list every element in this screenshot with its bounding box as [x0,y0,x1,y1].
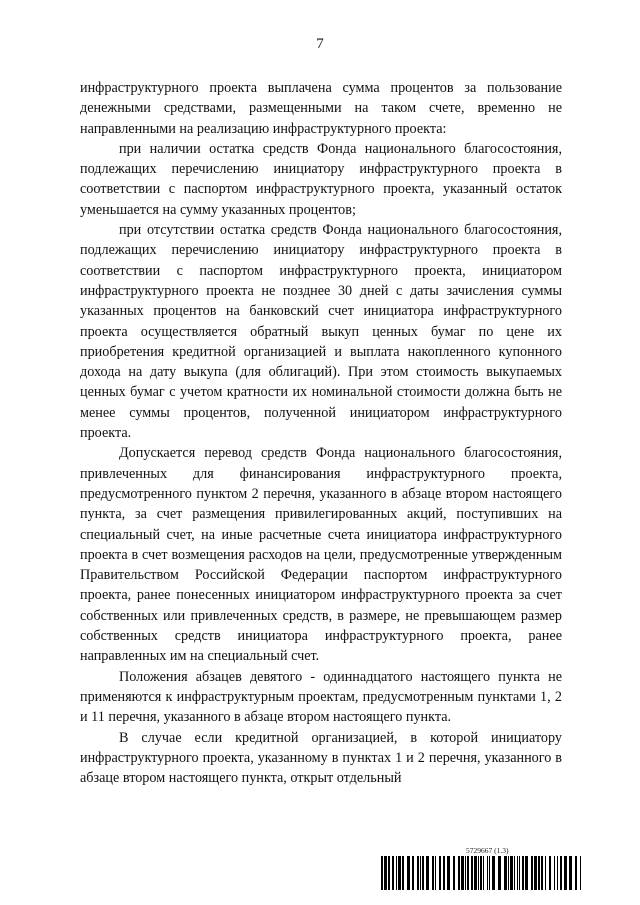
paragraph-2: при наличии остатка средств Фонда национального благосостояния, подлежащих перечислению инициатору инфраструктурного проекта в соответствии с паспортом инфраструктурного проекта, указанный остаток уменьшается на сумму указанных процентов; [80,140,562,218]
paragraph-5: Положения абзацев девятого - одиннадцатого настоящего пункта не применяются к инфраструктурным проектам, предусмотренным пунктами 1, 2 и 11 перечня, указанного в абзаце втором настоящего пункта. [80,668,562,726]
document-body [80,78,562,788]
paragraph-6: В случае если кредитной организацией, в которой инициатору инфраструктурного проекта, указанному в пунктах 1 и 2 перечня, указанного в абзаце втором настоящего пункта, открыт отдельный [80,729,562,787]
paragraph-1: инфраструктурного проекта выплачена сумма процентов за пользование денежными средствами, размещенными на таком счете, временно не направленными на реализацию инфраструктурного проекта: [80,80,562,137]
barcode-icon [381,856,581,890]
page-number: 7 [316,36,324,52]
paragraph-4: Допускается перевод средств Фонда национального благосостояния, привлеченных для финансирования инфраструктурного проекта, предусмотренного пунктом 2 перечня, указанного в абзаце втором настоящего пункта, за счет размещения привилегированных акций, поступивших на специальный счет, на иные расчетные счета инициатора инфраструктурного проекта в счет возмещения расходов на цели, предусмотренные утвержденным Правительством Российской Федерации паспортом инфраструктурного проекта, ранее понесенных инициатором инфраструктурного проекта за счет собственных или привлеченных средств, в размере, не превышающем размер собственных средств инициатора инфраструктурного проекта, ранее направленных им на специальный счет. [80,445,562,665]
document-barcode [381,846,581,892]
paragraph-3: при отсутствии остатка средств Фонда национального благосостояния, подлежащих перечислению инициатору инфраструктурного проекта в соответствии с паспортом инфраструктурного проекта, инициатором инфраструктурного проекта не позднее 30 дней с даты зачисления суммы указанных процентов на банковский счет инициатора инфраструктурного проекта осуществляется обратный выкуп ценных бумаг по цене их приобретения кредитной организацией и выплата накопленного купонного дохода на дату выкупа (для облигаций). При этом стоимость выкупаемых ценных бумаг с учетом кратности их номинальной стоимости должна быть не менее суммы процентов, полученной инициатором инфраструктурного проекта. [80,222,562,442]
barcode-label: 5729667 (1.3) [466,846,509,855]
